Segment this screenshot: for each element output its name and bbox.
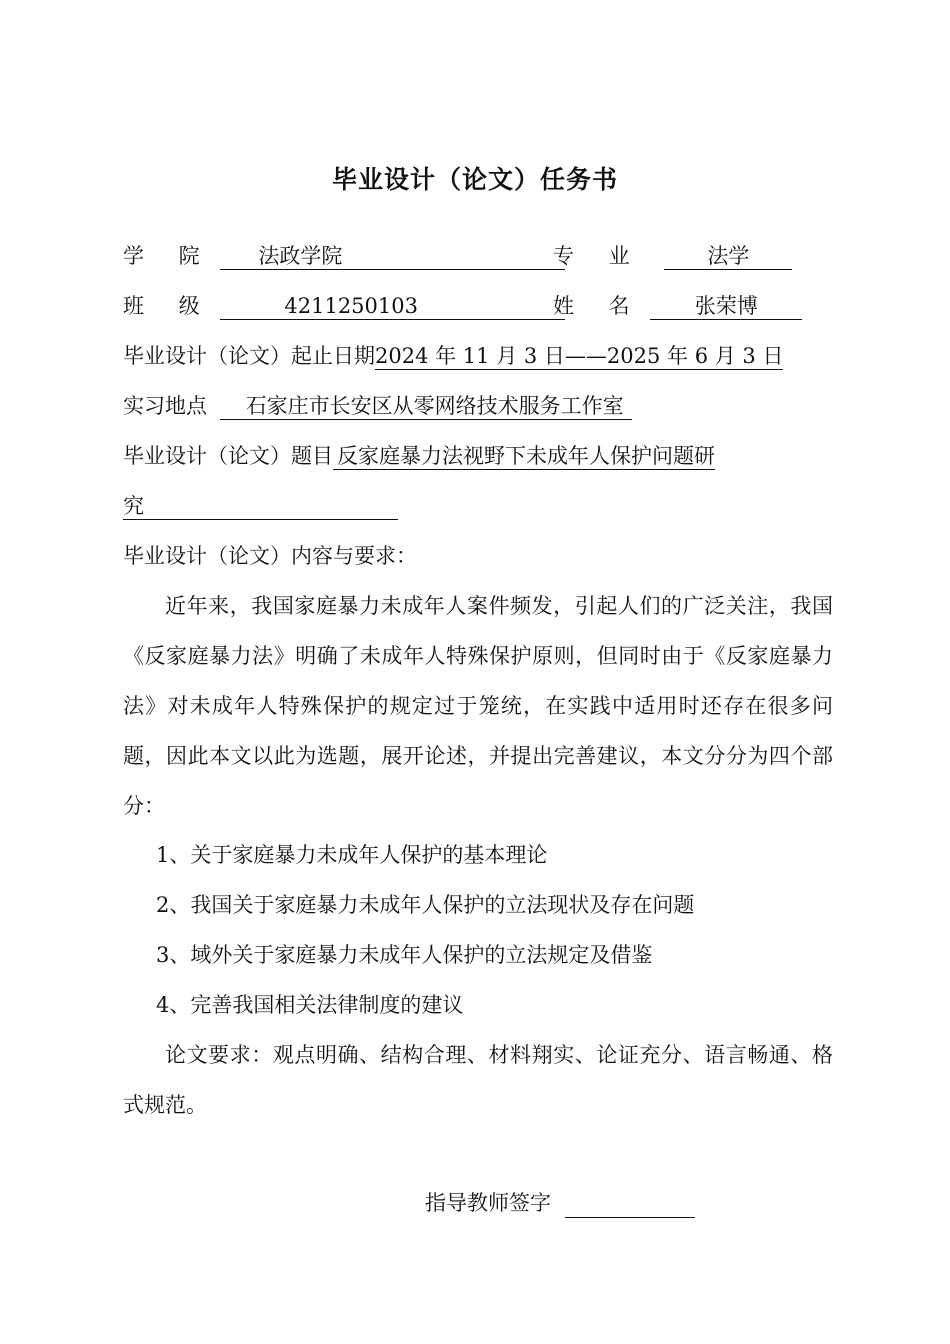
college-field: [220, 243, 565, 270]
class-label: 班 级: [123, 294, 214, 318]
part-item-1: 1、关于家庭暴力未成年人保护的基本理论: [156, 843, 548, 867]
major-label: 专 业: [553, 244, 644, 268]
document-title: 毕业设计（论文）任务书: [331, 165, 618, 194]
topic-value-line2: 究: [123, 493, 398, 520]
class-field: [220, 293, 565, 320]
location-row: [123, 391, 632, 421]
part-item-3: 3、域外关于家庭暴力未成年人保护的立法规定及借鉴: [156, 943, 653, 967]
part-item-4: 4、完善我国相关法律制度的建议: [156, 993, 464, 1017]
location-value: 石家庄市长安区从零网络技术服务工作室: [220, 393, 632, 420]
name-value: 张荣博: [694, 294, 758, 318]
requirements-paragraph: 论文要求：观点明确、结构合理、材料翔实、论证充分、语言畅通、格式规范。: [123, 1043, 833, 1117]
college-row: [123, 241, 565, 271]
class-value: 4211250103: [284, 294, 418, 318]
college-label: 学 院: [123, 244, 214, 268]
class-row: [123, 291, 565, 321]
signature-label: 指导教师签字: [425, 1191, 551, 1215]
topic-row-continued: [123, 491, 398, 521]
date-label: 毕业设计（论文）起止日期: [123, 344, 375, 368]
topic-label: 毕业设计（论文）题目: [123, 444, 333, 468]
part-item-2: 2、我国关于家庭暴力未成年人保护的立法现状及存在问题: [156, 893, 695, 917]
name-row: [553, 291, 802, 321]
location-label: 实习地点: [123, 394, 207, 418]
date-row: [123, 341, 783, 371]
intro-paragraph: 近年来，我国家庭暴力未成年人案件频发，引起人们的广泛关注，我国《反家庭暴力法》明确了未成年人特殊保护原则，但同时由于《反家庭暴力法》对未成年人特殊保护的规定过于笼统，在实践中适用时还存在很多问题，因此本文以此为选题，展开论述，并提出完善建议，本文分分为四个部分：: [123, 594, 833, 818]
name-field: [650, 293, 802, 320]
college-value: 法政学院: [258, 244, 343, 268]
date-value: 2024 年 11 月 3 日——2025 年 6 月 3 日: [375, 344, 784, 368]
signature-row: [425, 1188, 695, 1218]
topic-row: [123, 441, 715, 471]
signature-blank: [565, 1191, 695, 1218]
name-label: 姓 名: [553, 294, 644, 318]
major-field: [664, 243, 792, 270]
topic-value-line1: 反家庭暴力法视野下未成年人保护问题研: [333, 443, 715, 470]
major-value: 法学: [707, 244, 750, 268]
content-label: 毕业设计（论文）内容与要求：: [123, 544, 417, 568]
major-row: [553, 241, 792, 271]
